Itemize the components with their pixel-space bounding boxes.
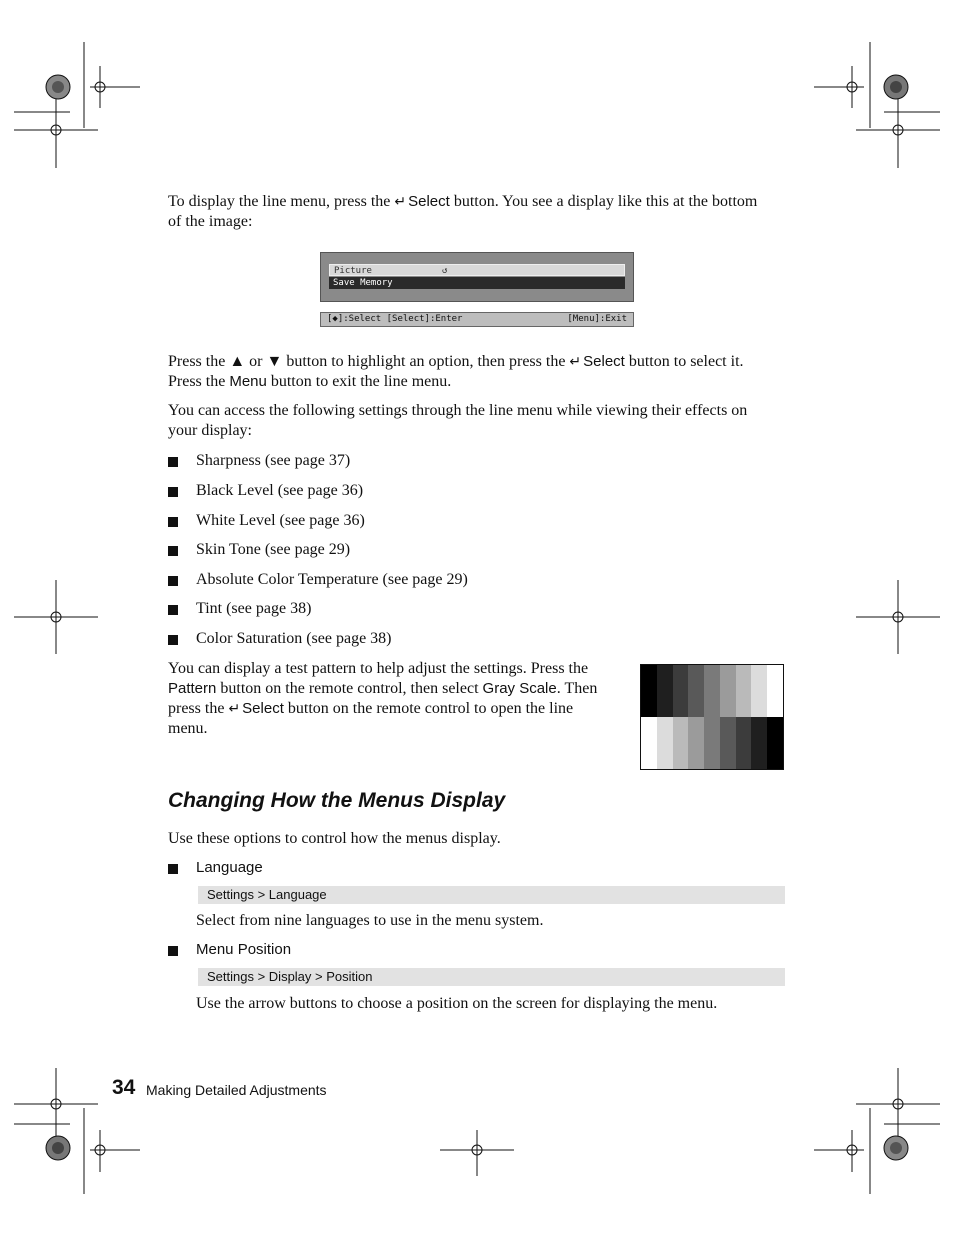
bullet-square-icon [168,457,178,467]
gray-scale-cell [751,665,767,717]
pattern-button-label: Pattern [168,680,217,697]
gray-scale-cell [767,665,783,717]
gray-scale-cell [657,717,673,769]
bullet-square-icon [168,487,178,497]
gray-scale-cell [720,717,736,769]
menu-option-picture: Picture ↺ [329,264,625,276]
bullet-square-icon [168,635,178,645]
line-menu-screenshot [320,252,634,302]
enter-arrow-icon: ↺ [442,266,448,276]
menu-button-label: Menu [229,373,267,390]
gray-scale-cell [704,717,720,769]
chapter-title: Making Detailed Adjustments [146,1082,327,1098]
bullet-square-icon [168,946,178,956]
gray-scale-cell [688,665,704,717]
gray-scale-cell [767,717,783,769]
language-description: Select from nine languages to use in the menu system. [196,912,544,929]
bullet-square-icon [168,576,178,586]
gray-scale-cell [704,665,720,717]
enter-arrow-icon: ↵ [228,701,241,717]
select-button-label: Select [408,193,450,210]
gray-scale-pattern-image [640,664,784,770]
bullet-square-icon [168,864,178,874]
position-description: Use the arrow buttons to choose a position on the screen for displaying the menu. [196,995,718,1012]
enter-arrow-icon: ↵ [394,194,407,210]
bullet-square-icon [168,605,178,615]
gray-scale-cell [657,665,673,717]
gray-scale-cell [736,665,752,717]
gray-scale-cell [641,717,657,769]
menu-path-position: Settings > Display > Position [198,968,785,986]
gray-scale-cell [720,665,736,717]
gray-scale-cell [688,717,704,769]
intro-paragraph: To display the line menu, press the ↵ Select button. You see a display like this at the bottom of the image: [168,193,758,230]
test-pattern-paragraph: You can display a test pattern to help adjust the settings. Press the Pattern button on the remote control, then select Gray Scale. Then press the ↵ Select button on the remote control to open the line menu. [168,660,598,737]
gray-scale-cell [673,717,689,769]
gray-scale-cell [641,665,657,717]
gray-scale-cell [736,717,752,769]
press-paragraph: Press the ▲ or ▼ button to highlight an option, then press the ↵ Select button to select it. Press the Menu button to exit the line menu. [168,353,744,390]
menu-help-bar: [◆]:Select [Select]:Enter [Menu]:Exit [320,312,634,327]
access-paragraph: You can access the following settings through the line menu while viewing their effects on your display: [168,402,748,439]
page-number: 34 [112,1076,136,1099]
gray-scale-cell [751,717,767,769]
gray-scale-cell [673,665,689,717]
enter-arrow-icon: ↵ [569,354,582,370]
bullet-square-icon [168,546,178,556]
menu-path-language: Settings > Language [198,886,785,904]
gray-scale-label: Gray Scale [482,680,557,697]
menu-option-save-memory: Save Memory [329,277,625,289]
section-heading: Changing How the Menus Display [168,789,506,812]
section-intro: Use these options to control how the menus display. [168,830,501,847]
bullet-square-icon [168,517,178,527]
